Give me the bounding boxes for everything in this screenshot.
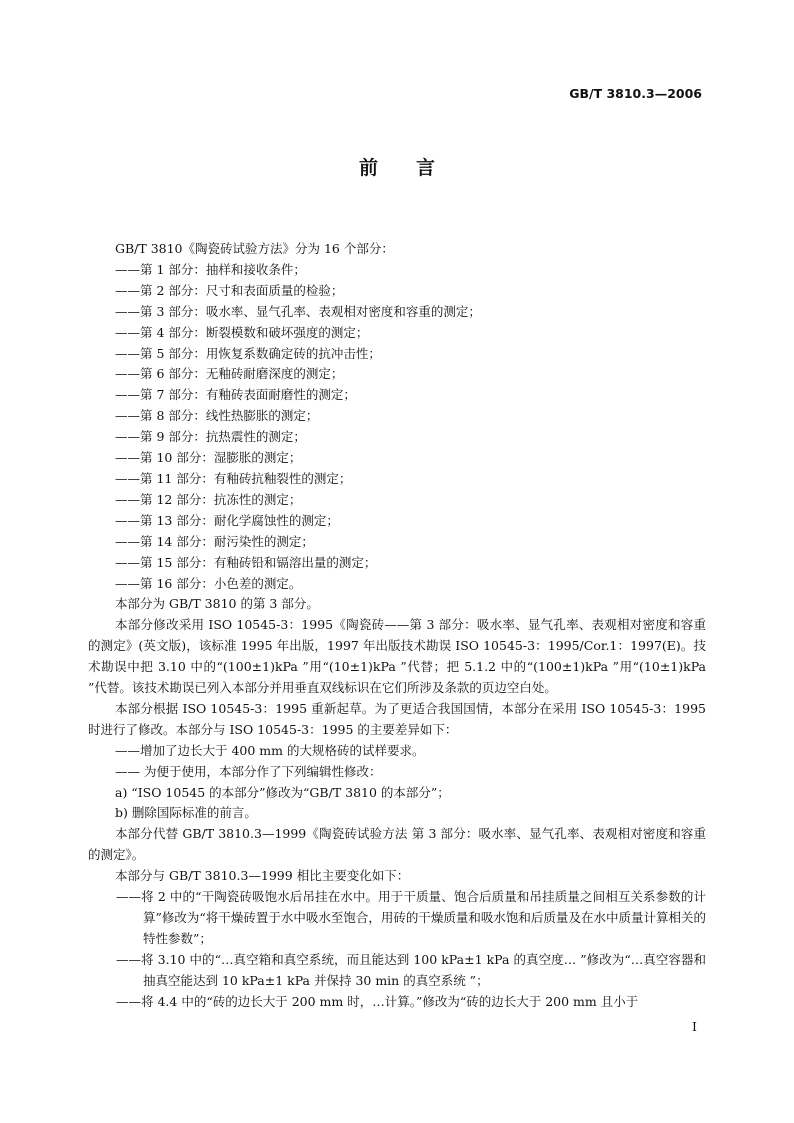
replace-paragraph: 本部分代替 GB/T 3810.3—1999《陶瓷砖试验方法 第 3 部分：吸水率、显气孔率、表观相对密度和容重的测定》。 <box>88 826 706 863</box>
changes-intro: 本部分与 GB/T 3810.3—1999 相比主要变化如下： <box>115 868 410 884</box>
page-number: I <box>692 1019 697 1034</box>
intro-paragraph: GB/T 3810《陶瓷砖试验方法》分为 16 个部分： <box>115 241 394 256</box>
list-item: ——第 10 部分：湿膨胀的测定； <box>115 450 302 466</box>
difference-item: —— 为便于使用，本部分作了下列编辑性修改： <box>115 763 382 779</box>
list-item: ——第 5 部分：用恢复系数确定砖的抗冲击性； <box>115 345 381 361</box>
list-item: ——第 12 部分：抗冻性的测定； <box>115 491 302 507</box>
page-title: 前言 <box>358 157 473 179</box>
list-item: ——第 14 部分：耐污染性的测定； <box>115 533 314 549</box>
list-item: ——第 7 部分：有釉砖表面耐磨性的测定； <box>115 387 356 403</box>
list-item: ——第 9 部分：抗热震性的测定； <box>115 429 306 445</box>
part3-paragraph: 本部分为 GB/T 3810 的第 3 部分。 <box>115 596 319 612</box>
adoption-paragraph: 本部分修改采用 ISO 10545-3：1995《陶瓷砖——第 3 部分：吸水率、显气孔率、表观相对密度和容重的测定》(英文版)，该标准 1995 年出版，1997 年出版技术勘误 ISO 10545-3：1995/Cor.1：1997(E)。技术勘误中把 3.10 中的“(100±1)kPa ”用“(10±1)kPa ”代替；把 5.1.2 中的“(100±1)kPa ”用“(10±1)kPa ”代替。该技术勘误已列入本部分并用垂直双线标识在它们所涉及条款的页边空白处。 <box>88 617 706 696</box>
list-item: ——第 13 部分：耐化学腐蚀性的测定； <box>115 512 339 528</box>
parts-list <box>88 260 706 595</box>
edit-item-b: b) 删除国际标准的前言。 <box>115 805 257 821</box>
list-item: ——第 11 部分：有釉砖抗釉裂性的测定； <box>115 470 352 486</box>
list-item: ——第 15 部分：有釉砖铅和镉溶出量的测定； <box>115 554 377 570</box>
change-item: ——将 2 中的“干陶瓷砖吸饱水后吊挂在水中。用于干质量、饱合后质量和吊挂质量之间相互关系参数的计算”修改为“将干燥砖置于水中吸水至饱合，用砖的干燥质量和吸水饱和后质量及在水中质量计算相关的特性参数”； <box>116 889 706 946</box>
list-item: ——第 16 部分：小色差的测定。 <box>115 575 302 591</box>
redraft-paragraph: 本部分根据 ISO 10545-3：1995 重新起草。为了更适合我国国情，本部分在采用 ISO 10545-3：1995 时进行了修改。本部分与 ISO 10545-3：1995 的主要差异如下： <box>88 700 706 737</box>
list-item: ——第 1 部分：抽样和接收条件； <box>115 261 306 277</box>
edit-item-a: a) “ISO 10545 的本部分”修改为“GB/T 3810 的本部分”； <box>115 784 450 800</box>
change-item: ——将 4.4 中的“砖的边长大于 200 mm 时，…计算。”修改为“砖的边长大于 200 mm 且小于 <box>116 993 639 1009</box>
list-item: ——第 3 部分：吸水率、显气孔率、表观相对密度和容重的测定； <box>115 303 481 319</box>
list-item: ——第 2 部分：尺寸和表面质量的检验； <box>115 282 344 298</box>
change-item: ——将 3.10 中的“…真空箱和真空系统，而且能达到 100 kPa±1 kPa 的真空度… ”修改为“…真空容器和抽真空能达到 10 kPa±1 kPa 并保持 30 min 的真空系统 ”； <box>116 951 706 988</box>
list-item: ——第 4 部分：断裂模数和破坏强度的测定； <box>115 324 369 340</box>
difference-item: ——增加了边长大于 400 mm 的大规格砖的试样要求。 <box>115 742 425 758</box>
document-number: GB/T 3810.3—2006 <box>569 86 702 101</box>
document-body <box>88 239 706 1013</box>
list-item: ——第 6 部分：无釉砖耐磨深度的测定； <box>115 366 344 382</box>
list-item: ——第 8 部分：线性热膨胀的测定； <box>115 408 319 424</box>
